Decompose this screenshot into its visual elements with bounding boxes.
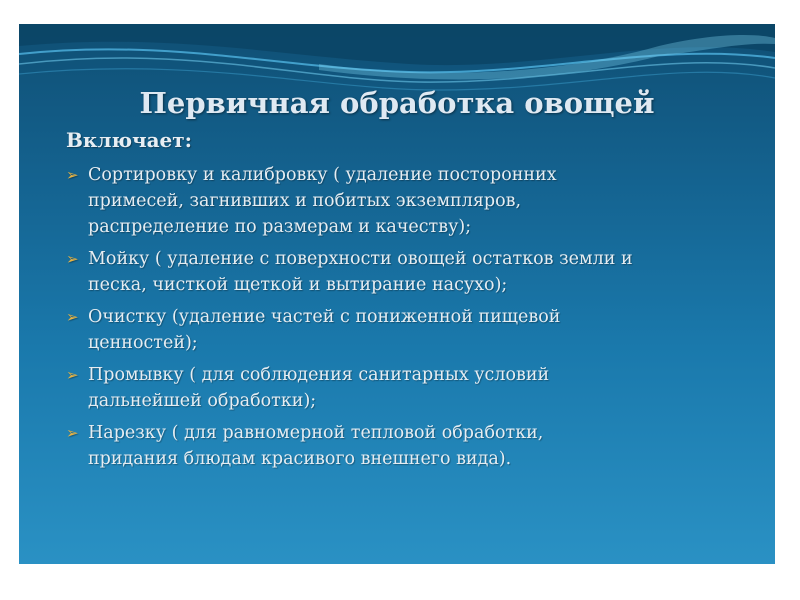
list-item: [66, 362, 746, 414]
list-item: [66, 304, 746, 356]
list-item-line: дальнейшей обработки);: [88, 391, 317, 411]
slide-title: Первичная обработка овощей: [139, 86, 655, 120]
slide: [19, 24, 775, 564]
arrow-bullet-icon: ➢: [66, 250, 79, 268]
arrow-bullet-icon: ➢: [66, 366, 79, 384]
list-item-line: Нарезку ( для равномерной тепловой обработки,: [88, 423, 544, 443]
list-item-line: распределение по размерам и качеству);: [88, 217, 472, 237]
list-item-line: Сортировку и калибровку ( удаление посторонних: [88, 165, 557, 185]
list-item-line: примесей, загнивших и побитых экземпляров,: [88, 191, 522, 211]
arrow-bullet-icon: ➢: [66, 424, 79, 442]
list-item: [66, 246, 746, 298]
arrow-bullet-icon: ➢: [66, 308, 79, 326]
list-item: [66, 420, 746, 472]
list-item-line: Промывку ( для соблюдения санитарных условий: [88, 365, 550, 385]
list-item-line: песка, чисткой щеткой и вытирание насухо);: [88, 275, 508, 295]
slide-subtitle: Включает:: [66, 128, 193, 152]
list-item-line: Мойку ( удаление с поверхности овощей остатков земли и: [88, 249, 633, 269]
arrow-bullet-icon: ➢: [66, 166, 79, 184]
list-item-line: Очистку (удаление частей с пониженной пищевой: [88, 307, 561, 327]
list-item: [66, 162, 746, 240]
bullet-list: [66, 162, 746, 478]
list-item-line: придания блюдам красивого внешнего вида).: [88, 449, 512, 469]
list-item-line: ценностей);: [88, 333, 198, 353]
wave-band-1: [19, 24, 775, 65]
